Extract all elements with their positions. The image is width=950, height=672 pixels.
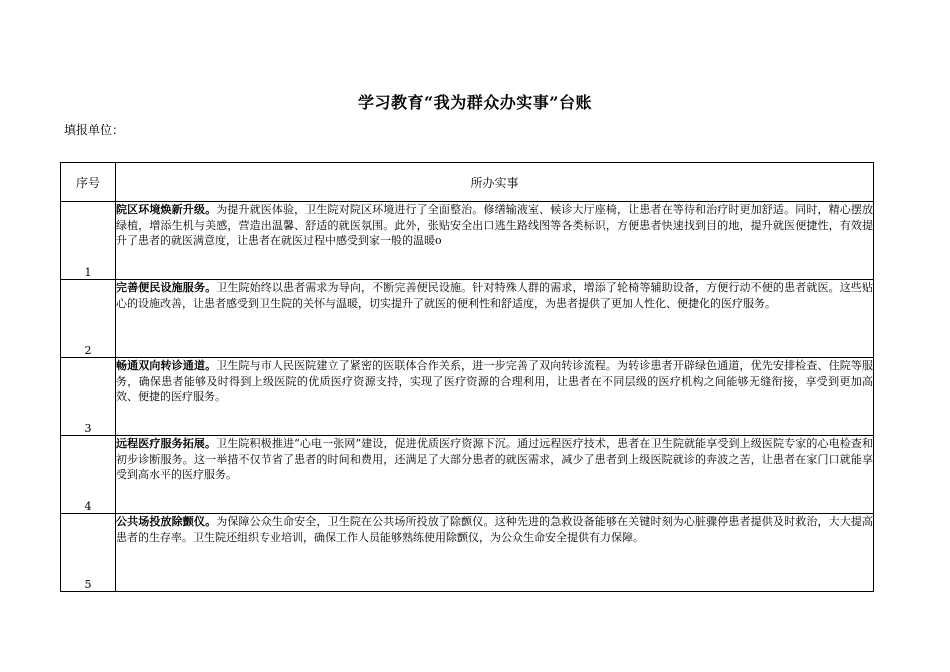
item-title: 畅通双向转诊通道。 [116, 359, 217, 372]
row-number: 3 [61, 358, 116, 436]
table-row [61, 358, 874, 436]
item-text: 为保障公众生命安全，卫生院在公共场所投放了除颤仪。这种先进的急救设备能够在关键时刻为心脏骤停患者提供及时救治，大大提高患者的生存率。卫生院还组织专业培训，确保工作人员能够熟练使用除颤仪，为公众生命安全提供有力保障。 [116, 515, 874, 544]
item-title: 远程医疗服务拓展。 [116, 437, 217, 450]
header-item: 所办实事 [116, 163, 874, 202]
row-number: 5 [61, 514, 116, 592]
row-content [116, 436, 874, 514]
table-row [61, 436, 874, 514]
unit-label: 填报单位： [64, 123, 125, 137]
item-text: 卫生院与市人民医院建立了紧密的医联体合作关系，进一步完善了双向转诊流程。为转诊患者开辟绿色通道，优先安排检查、住院等服务，确保患者能够及时得到上级医院的优质医疗资源支持，实现了医疗资源的合理利用，让患者在不同层级的医疗机构之间能够无缝衔接，享受到更加高效、便捷的医疗服务。 [116, 359, 874, 403]
item-title: 院区环境焕新升级。 [116, 203, 217, 216]
header-no: 序号 [61, 163, 116, 202]
table-row [61, 202, 874, 280]
item-text: 卫生院积极推进“心电一张网”建设，促进优质医疗资源下沉。通过远程医疗技术，患者在卫生院就能享受到上级医院专家的心电检查和初步诊断服务。这一举措不仅节省了患者的时间和费用，还满足了大部分患者的就医需求，减少了患者到上级医院就诊的奔波之苦，让患者在家门口就能享受到高水平的医疗服务。 [116, 437, 874, 481]
row-number: 4 [61, 436, 116, 514]
item-title: 完善便民设施服务。 [116, 281, 217, 294]
item-text: 为提升就医体验，卫生院对院区环境进行了全面整治。修缮输液室、候诊大厅座椅，让患者在等待和治疗时更加舒适。同时，精心摆放绿植，增添生机与美感，营造出温馨、舒适的就医氛围。此外，张贴安全出口逃生路线图等各类标识，方便患者快速找到目的地，提升就医便捷性，有效提升了患者的就医满意度，让患者在就医过程中感受到家一般的温暖o [116, 203, 874, 247]
table-row [61, 280, 874, 358]
item-text: 卫生院始终以患者需求为导向，不断完善便民设施。针对特殊人群的需求，增添了轮椅等辅助设备，方便行动不便的患者就医。这些贴心的设施改善，让患者感受到卫生院的关怀与温暖，切实提升了就医的便利性和舒适度，为患者提供了更加人性化、便捷化的医疗服务。 [116, 281, 874, 310]
row-content [116, 202, 874, 280]
item-title: 公共场投放除颤仪。 [116, 515, 217, 528]
row-number: 1 [61, 202, 116, 280]
table-header-row [61, 163, 874, 202]
page-title: 学习教育“我为群众办实事”台账 [358, 93, 592, 112]
table-row [61, 514, 874, 592]
row-number: 2 [61, 280, 116, 358]
row-content [116, 358, 874, 436]
row-content [116, 280, 874, 358]
ledger-table [60, 162, 874, 592]
row-content [116, 514, 874, 592]
